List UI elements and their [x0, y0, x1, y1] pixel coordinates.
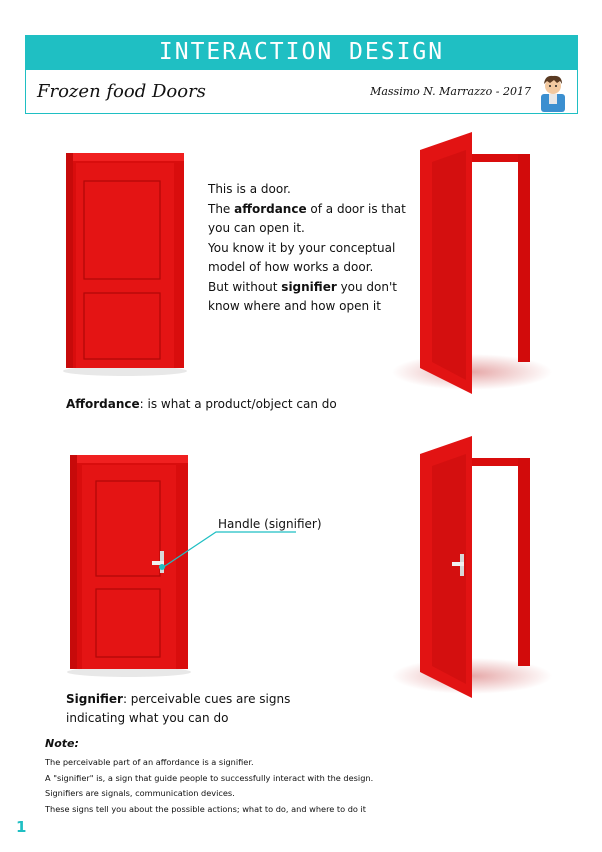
- note-body: [45, 755, 373, 817]
- handle-label: Handle (signifier): [218, 517, 322, 531]
- open-door-with-handle-illustration: [392, 436, 552, 698]
- affordance-keyword: affordance: [234, 201, 307, 216]
- subheader-bar: [25, 70, 578, 114]
- note-line: These signs tell you about the possible actions; what to do, and where to do it: [45, 803, 367, 814]
- intro-text: [208, 180, 408, 317]
- affordance-caption: [66, 395, 337, 414]
- affordance-term: Affordance: [66, 397, 140, 411]
- affordance-definition: : is what a product/object can do: [139, 397, 337, 411]
- closed-door-illustration: [66, 153, 184, 373]
- note-heading: Note:: [45, 737, 79, 750]
- handle-callout-line: [160, 528, 300, 572]
- page-number: 1: [16, 818, 27, 836]
- note-line: The perceivable part of an affordance is a signifier.: [45, 757, 254, 767]
- signifier-term: Signifier: [66, 692, 123, 706]
- page-title: INTERACTION DESIGN: [158, 39, 445, 65]
- author-credit: Massimo N. Marrazzo - 2017: [370, 85, 531, 98]
- intro-line: This is a door.: [208, 182, 291, 196]
- note-line: Signifiers are signals, communication devices.: [45, 788, 235, 798]
- note-line: A "signifier" is, a sign that guide people to successfully interact with the design.: [45, 772, 374, 783]
- intro-line: The affordance of a door is that: [208, 201, 406, 216]
- author-avatar-icon: [535, 72, 571, 112]
- signifier-keyword: signifier: [281, 279, 337, 294]
- header-banner: [25, 35, 578, 70]
- intro-line: But without signifier you don't: [208, 279, 397, 294]
- intro-line: You know it by your conceptual: [208, 240, 396, 255]
- open-door-illustration: [392, 132, 552, 394]
- intro-line: model of how works a door.: [208, 260, 374, 274]
- signifier-caption: [66, 690, 326, 728]
- signifier-definition: : perceivable cues are signs indicating what you can do: [66, 692, 291, 725]
- page-subtitle: Frozen food Doors: [37, 81, 206, 102]
- intro-line: you can open it.: [208, 221, 305, 235]
- intro-line: know where and how open it: [208, 299, 381, 313]
